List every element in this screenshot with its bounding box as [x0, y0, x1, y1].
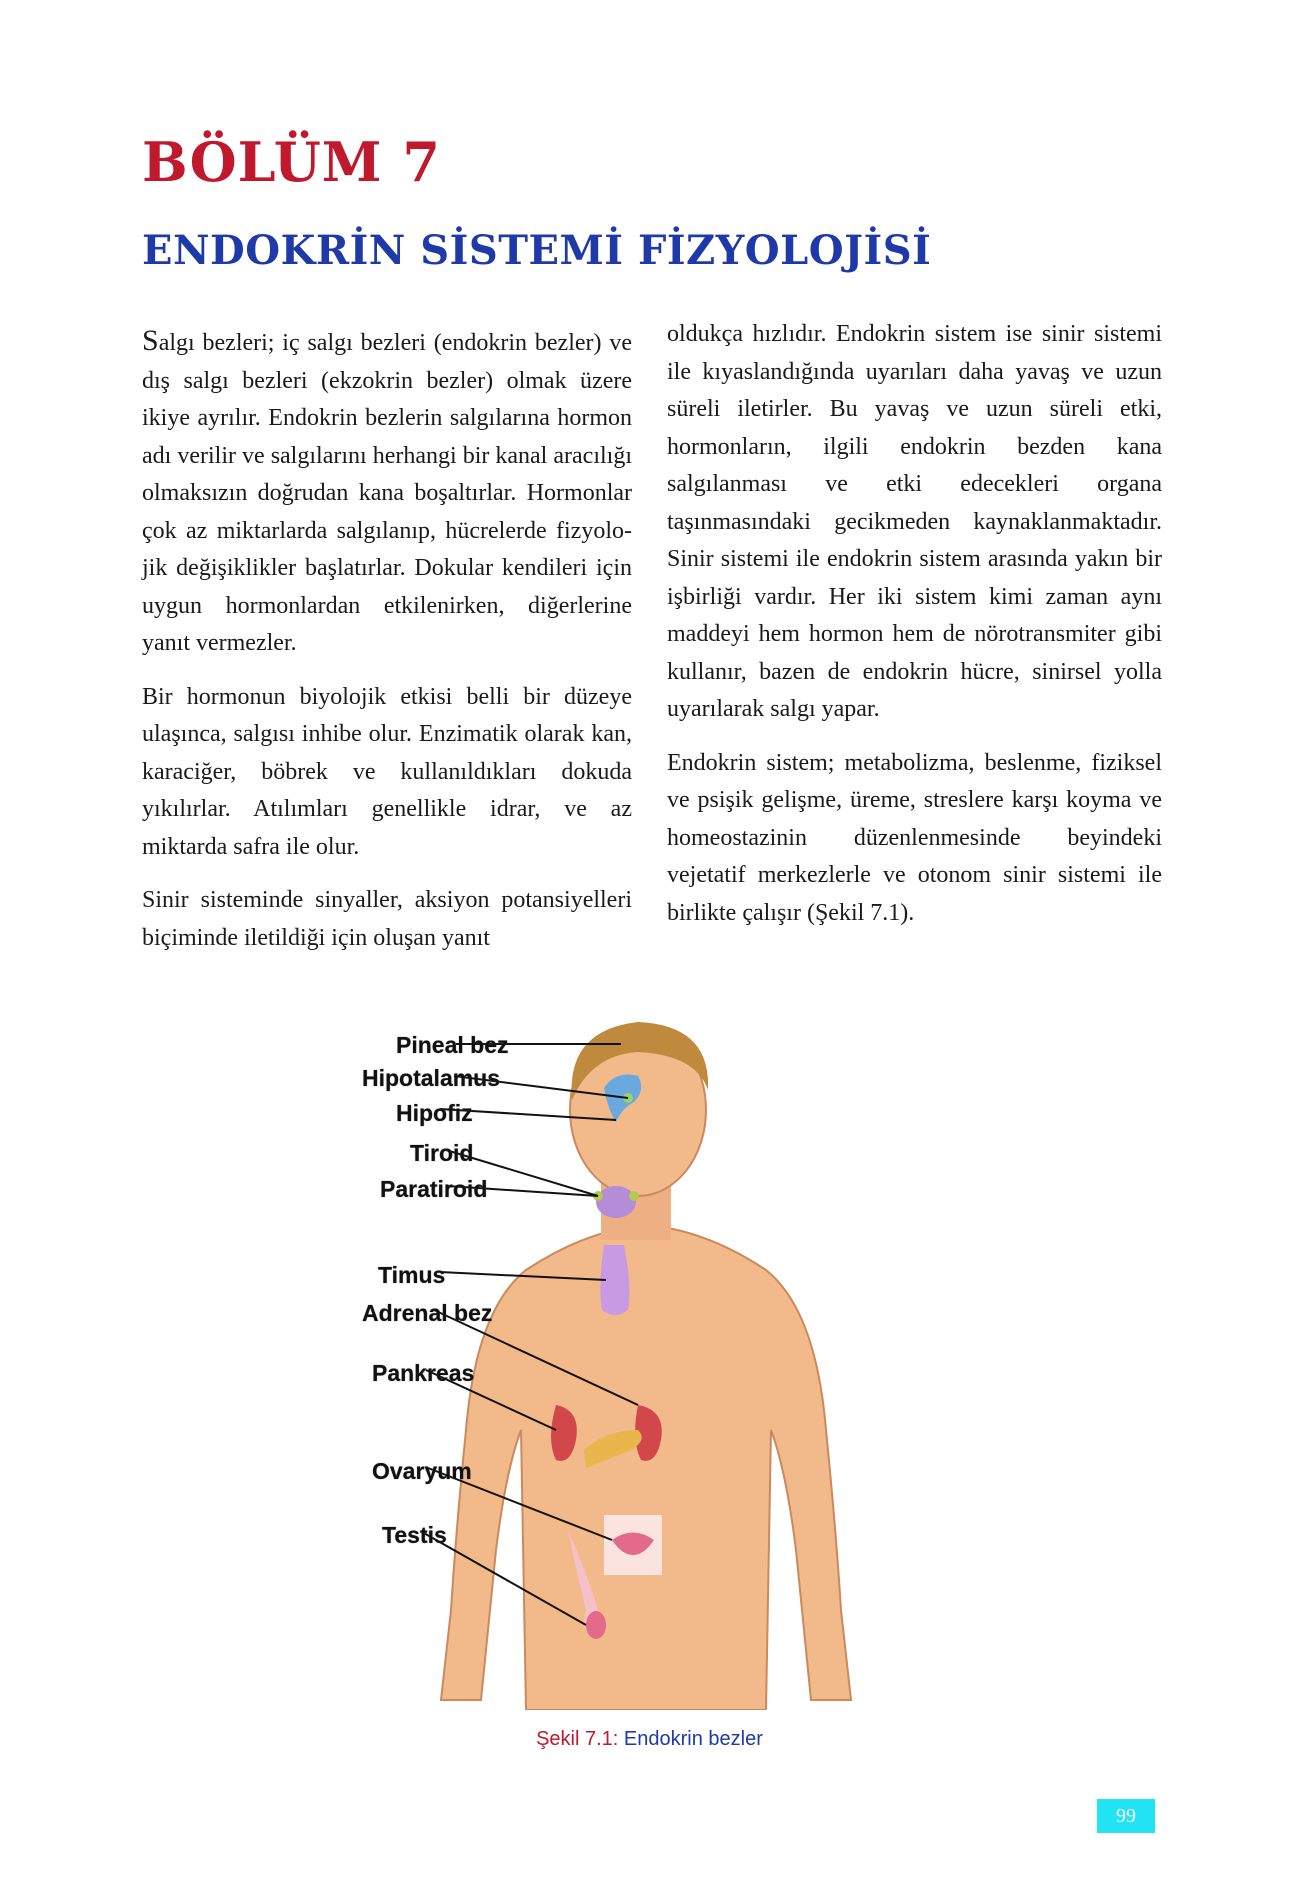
label-adrenal: Adrenal bez	[362, 1300, 493, 1326]
paragraph-1	[142, 322, 632, 663]
label-paratiroid: Paratiroid	[380, 1176, 488, 1202]
endocrine-figure	[362, 1010, 936, 1710]
paragraph-3: Sinir sisteminde sinyaller, aksiyon potansiyelleri biçiminde iletildiği için oluşan yanıt	[142, 887, 632, 951]
figure-caption	[0, 1728, 1299, 1751]
paragraph-4: oldukça hızlıdır. Endokrin sistem ise sinir sistemi ile kıyaslandığında uyarıları daha yavaş ve uzun süreli iletirler. Bu yavaş ve uzun süreli etki, hormonların, ilgili endokrin bezden kana salgılanması ve etki edecekleri organa taşınmasındaki gecikmeden kaynaklanmaktadır. Sinir sistemi ile endokrin sistem arasında yakın bir işbirliği vardır. Her iki sistem kimi zaman aynı maddeyi hem hormon hem de nörotransmiter gibi kullanır, bazen de endokrin hücre, sinirsel yolla uyarılarak salgı yapar.	[667, 321, 1162, 722]
parathyroid-dot	[629, 1191, 639, 1201]
testis-shape	[586, 1611, 606, 1639]
page-number: 99	[1097, 1799, 1155, 1833]
label-pankreas: Pankreas	[372, 1360, 475, 1386]
chapter-title: ENDOKRİN SİSTEMİ FİZYOLOJİSİ	[142, 227, 932, 274]
drop-cap: S	[142, 324, 159, 357]
label-testis: Testis	[382, 1522, 447, 1548]
right-column	[667, 316, 1162, 948]
caption-number: Şekil 7.1:	[536, 1728, 619, 1750]
label-hipotalamus: Hipotalamus	[362, 1065, 501, 1091]
torso-shape	[441, 1225, 851, 1710]
paragraph-5: Endokrin sistem; metabolizma, beslenme, fiziksel ve psişik gelişme, üreme, streslere karşı koyma ve homeostazinin düzenlenmesinde beyindeki vejetatif merkezlerle ve otonom sinir sistemi ile birlikte çalışır (Şekil 7.1).	[667, 749, 1162, 926]
left-column	[142, 322, 632, 973]
label-timus: Timus	[378, 1262, 446, 1288]
paragraph-1-text: algı bezleri; iç salgı bezleri (endokrin bezler) ve dış salgı bezleri (ekzokrin bezler) olmak üzere ikiye ayrılır. Endokrin bezlerin salgılarına hormon adı verilir ve salgılarını herhangi bir kanal aracılığı olmaksızın doğrudan kana boşaltırlar. Hormonlar çok az miktarlarda salgılanıp, hücrelerde fizyolojik değişiklikler başlatırlar. Dokular kendileri için uygun hormonlardan etkilenirken, diğerlerine yanıt vermezler.	[142, 330, 632, 656]
paragraph-2: Bir hormonun biyolojik etkisi belli bir düzeye ulaşınca, salgısı inhibe olur. Enzimatik olarak kan, karaciğer, böbrek ve kullanıldıkları dokuda yıkılırlar. Atılımları genellikle idrar, ve az miktarda safra ile olur.	[142, 683, 632, 860]
caption-text: Endokrin bezler	[623, 1728, 763, 1750]
thyroid-shape	[596, 1186, 636, 1218]
label-pineal: Pineal bez	[396, 1032, 509, 1058]
chapter-heading: BÖLÜM 7	[142, 130, 441, 194]
label-ovaryum: Ovaryum	[372, 1458, 472, 1484]
label-tiroid: Tiroid	[410, 1140, 474, 1166]
label-hipofiz: Hipofiz	[396, 1100, 473, 1126]
